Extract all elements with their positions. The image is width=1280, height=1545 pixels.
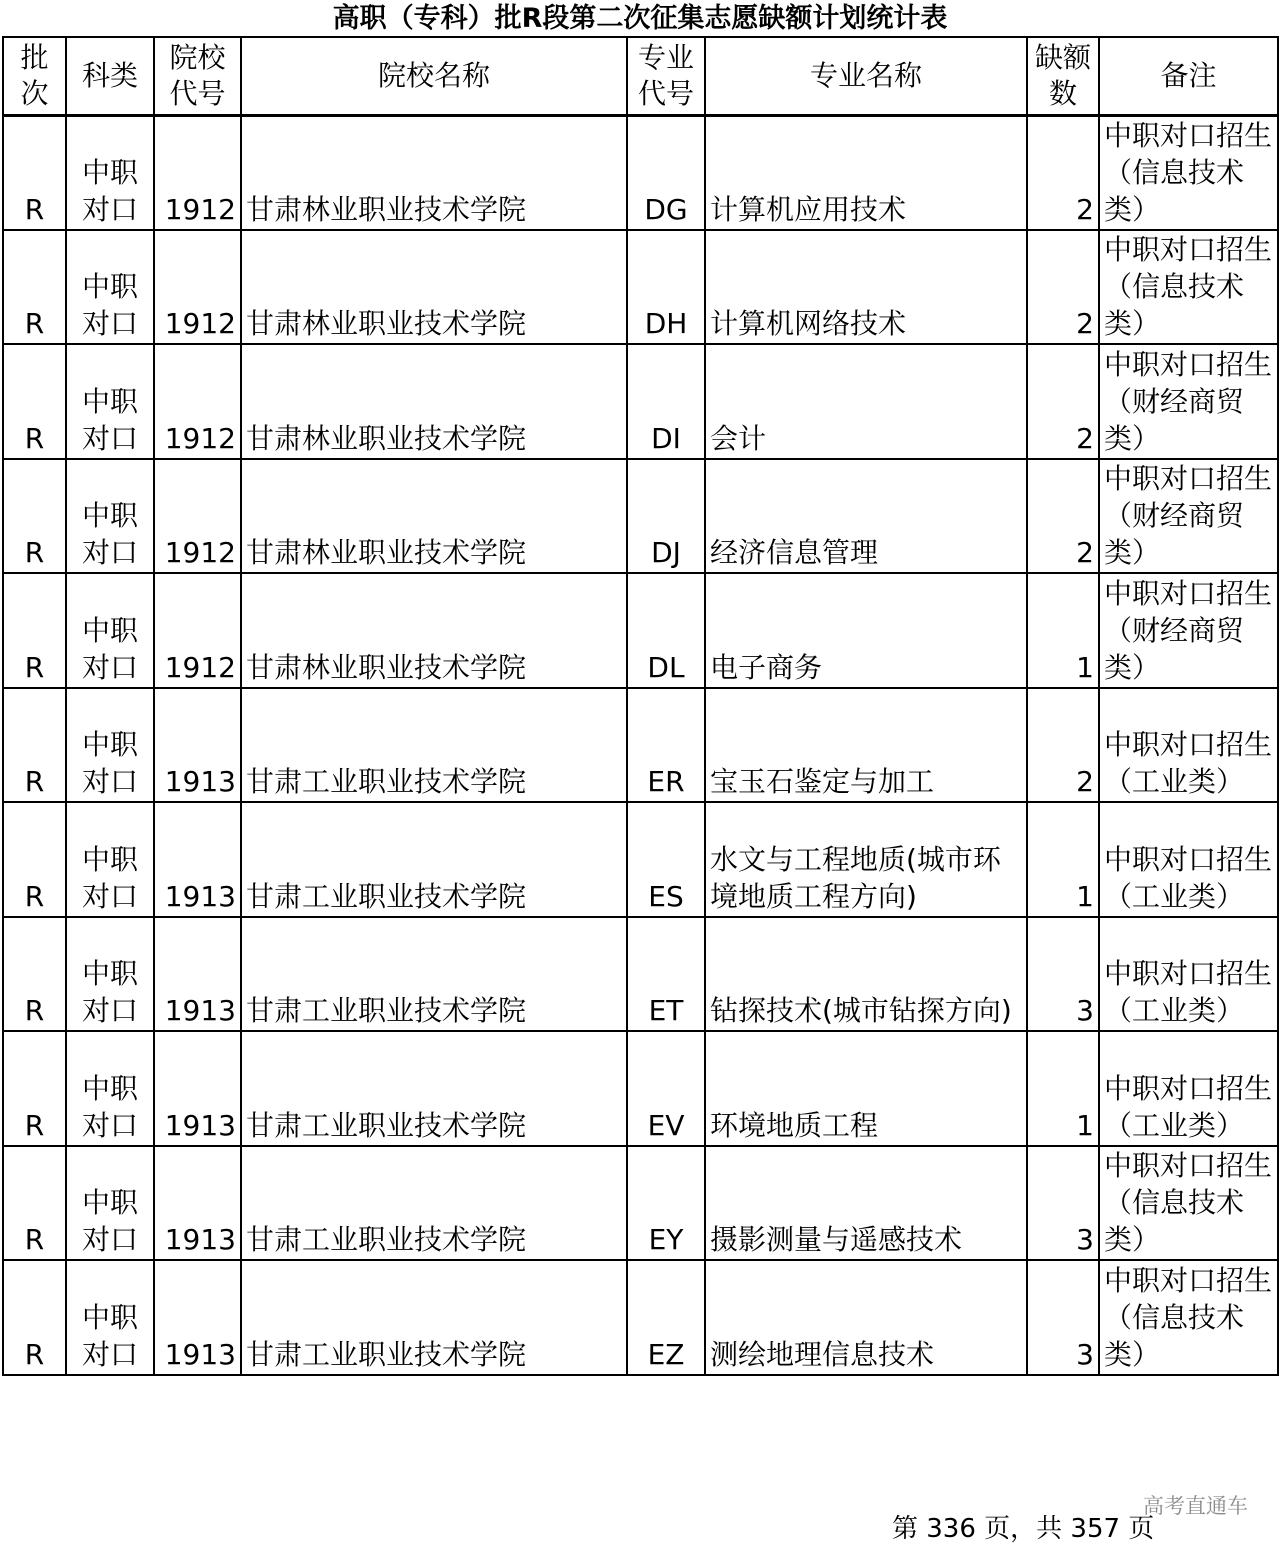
header-school-name: 院校名称 bbox=[241, 37, 627, 115]
cell-batch: R bbox=[3, 688, 66, 803]
table-body bbox=[3, 115, 1278, 1375]
cell-vacancy: 2 bbox=[1027, 230, 1099, 345]
cell-vacancy: 2 bbox=[1027, 344, 1099, 459]
cell-school-name: 甘肃工业职业技术学院 bbox=[241, 688, 627, 803]
cell-major-code: DI bbox=[627, 344, 705, 459]
cell-major-name: 水文与工程地质(城市环境地质工程方向) bbox=[705, 802, 1027, 917]
vacancy-table bbox=[2, 36, 1279, 1376]
cell-major-name: 计算机网络技术 bbox=[705, 230, 1027, 345]
cell-school-name: 甘肃林业职业技术学院 bbox=[241, 459, 627, 574]
table-row bbox=[3, 459, 1278, 574]
cell-vacancy: 3 bbox=[1027, 1260, 1099, 1375]
cell-major-code: EZ bbox=[627, 1260, 705, 1375]
header-school-code: 院校代号 bbox=[154, 37, 241, 115]
table-row bbox=[3, 1031, 1278, 1146]
cell-major-code: DH bbox=[627, 230, 705, 345]
cell-category: 中职对口 bbox=[66, 1146, 154, 1261]
cell-batch: R bbox=[3, 802, 66, 917]
cell-category: 中职对口 bbox=[66, 917, 154, 1032]
cell-batch: R bbox=[3, 1260, 66, 1375]
header-category: 科类 bbox=[66, 37, 154, 115]
cell-category: 中职对口 bbox=[66, 115, 154, 230]
cell-school-code: 1912 bbox=[154, 230, 241, 345]
header-major-name: 专业名称 bbox=[705, 37, 1027, 115]
cell-remark: 中职对口招生（工业类） bbox=[1099, 688, 1278, 803]
cell-remark: 中职对口招生（信息技术类） bbox=[1099, 1260, 1278, 1375]
cell-batch: R bbox=[3, 917, 66, 1032]
cell-major-name: 钻探技术(城市钻探方向) bbox=[705, 917, 1027, 1032]
cell-category: 中职对口 bbox=[66, 802, 154, 917]
cell-remark: 中职对口招生（财经商贸类） bbox=[1099, 344, 1278, 459]
cell-category: 中职对口 bbox=[66, 1031, 154, 1146]
table-row bbox=[3, 802, 1278, 917]
cell-school-code: 1913 bbox=[154, 1260, 241, 1375]
table-row bbox=[3, 1260, 1278, 1375]
cell-batch: R bbox=[3, 459, 66, 574]
cell-remark: 中职对口招生（工业类） bbox=[1099, 1031, 1278, 1146]
cell-school-name: 甘肃工业职业技术学院 bbox=[241, 1260, 627, 1375]
cell-major-name: 测绘地理信息技术 bbox=[705, 1260, 1027, 1375]
cell-category: 中职对口 bbox=[66, 688, 154, 803]
cell-school-name: 甘肃工业职业技术学院 bbox=[241, 1031, 627, 1146]
cell-vacancy: 3 bbox=[1027, 1146, 1099, 1261]
cell-vacancy: 1 bbox=[1027, 573, 1099, 688]
cell-batch: R bbox=[3, 1031, 66, 1146]
cell-major-code: ET bbox=[627, 917, 705, 1032]
cell-major-name: 宝玉石鉴定与加工 bbox=[705, 688, 1027, 803]
cell-remark: 中职对口招生（工业类） bbox=[1099, 917, 1278, 1032]
cell-school-code: 1913 bbox=[154, 802, 241, 917]
cell-major-name: 经济信息管理 bbox=[705, 459, 1027, 574]
cell-school-name: 甘肃林业职业技术学院 bbox=[241, 573, 627, 688]
cell-category: 中职对口 bbox=[66, 1260, 154, 1375]
table-row bbox=[3, 917, 1278, 1032]
cell-batch: R bbox=[3, 115, 66, 230]
table-header-row bbox=[3, 37, 1278, 115]
cell-category: 中职对口 bbox=[66, 459, 154, 574]
cell-category: 中职对口 bbox=[66, 573, 154, 688]
cell-school-code: 1913 bbox=[154, 1031, 241, 1146]
table-row bbox=[3, 115, 1278, 230]
table-row bbox=[3, 230, 1278, 345]
table-row bbox=[3, 573, 1278, 688]
cell-major-code: EV bbox=[627, 1031, 705, 1146]
cell-major-code: ES bbox=[627, 802, 705, 917]
cell-school-code: 1912 bbox=[154, 459, 241, 574]
cell-remark: 中职对口招生（信息技术类） bbox=[1099, 230, 1278, 345]
cell-school-name: 甘肃工业职业技术学院 bbox=[241, 802, 627, 917]
header-vacancy: 缺额数 bbox=[1027, 37, 1099, 115]
cell-major-name: 电子商务 bbox=[705, 573, 1027, 688]
cell-school-name: 甘肃林业职业技术学院 bbox=[241, 230, 627, 345]
cell-school-code: 1912 bbox=[154, 573, 241, 688]
cell-major-code: DJ bbox=[627, 459, 705, 574]
cell-major-code: DL bbox=[627, 573, 705, 688]
cell-major-name: 计算机应用技术 bbox=[705, 115, 1027, 230]
cell-batch: R bbox=[3, 344, 66, 459]
cell-remark: 中职对口招生（财经商贸类） bbox=[1099, 459, 1278, 574]
page-footer: 第 336 页，共 357 页 bbox=[892, 1514, 1155, 1544]
cell-remark: 中职对口招生（信息技术类） bbox=[1099, 115, 1278, 230]
cell-vacancy: 2 bbox=[1027, 459, 1099, 574]
cell-school-code: 1913 bbox=[154, 688, 241, 803]
header-remark: 备注 bbox=[1099, 37, 1278, 115]
cell-school-code: 1912 bbox=[154, 115, 241, 230]
cell-category: 中职对口 bbox=[66, 344, 154, 459]
cell-major-name: 会计 bbox=[705, 344, 1027, 459]
cell-vacancy: 2 bbox=[1027, 688, 1099, 803]
cell-school-code: 1913 bbox=[154, 1146, 241, 1261]
cell-batch: R bbox=[3, 230, 66, 345]
cell-school-code: 1913 bbox=[154, 917, 241, 1032]
cell-vacancy: 3 bbox=[1027, 917, 1099, 1032]
table-row bbox=[3, 1146, 1278, 1261]
header-batch: 批次 bbox=[3, 37, 66, 115]
cell-remark: 中职对口招生（工业类） bbox=[1099, 802, 1278, 917]
cell-category: 中职对口 bbox=[66, 230, 154, 345]
cell-vacancy: 1 bbox=[1027, 1031, 1099, 1146]
cell-school-name: 甘肃林业职业技术学院 bbox=[241, 344, 627, 459]
cell-vacancy: 2 bbox=[1027, 115, 1099, 230]
table-row bbox=[3, 344, 1278, 459]
page-title: 高职（专科）批R段第二次征集志愿缺额计划统计表 bbox=[332, 3, 948, 34]
cell-batch: R bbox=[3, 1146, 66, 1261]
cell-remark: 中职对口招生（信息技术类） bbox=[1099, 1146, 1278, 1261]
cell-school-name: 甘肃林业职业技术学院 bbox=[241, 115, 627, 230]
cell-major-code: ER bbox=[627, 688, 705, 803]
watermark: 高考直通车 bbox=[1143, 1494, 1248, 1518]
table-row bbox=[3, 688, 1278, 803]
cell-major-name: 环境地质工程 bbox=[705, 1031, 1027, 1146]
cell-major-name: 摄影测量与遥感技术 bbox=[705, 1146, 1027, 1261]
header-major-code: 专业代号 bbox=[627, 37, 705, 115]
cell-major-code: DG bbox=[627, 115, 705, 230]
cell-major-code: EY bbox=[627, 1146, 705, 1261]
cell-school-name: 甘肃工业职业技术学院 bbox=[241, 917, 627, 1032]
cell-remark: 中职对口招生（财经商贸类） bbox=[1099, 573, 1278, 688]
cell-vacancy: 1 bbox=[1027, 802, 1099, 917]
cell-school-name: 甘肃工业职业技术学院 bbox=[241, 1146, 627, 1261]
cell-school-code: 1912 bbox=[154, 344, 241, 459]
cell-batch: R bbox=[3, 573, 66, 688]
